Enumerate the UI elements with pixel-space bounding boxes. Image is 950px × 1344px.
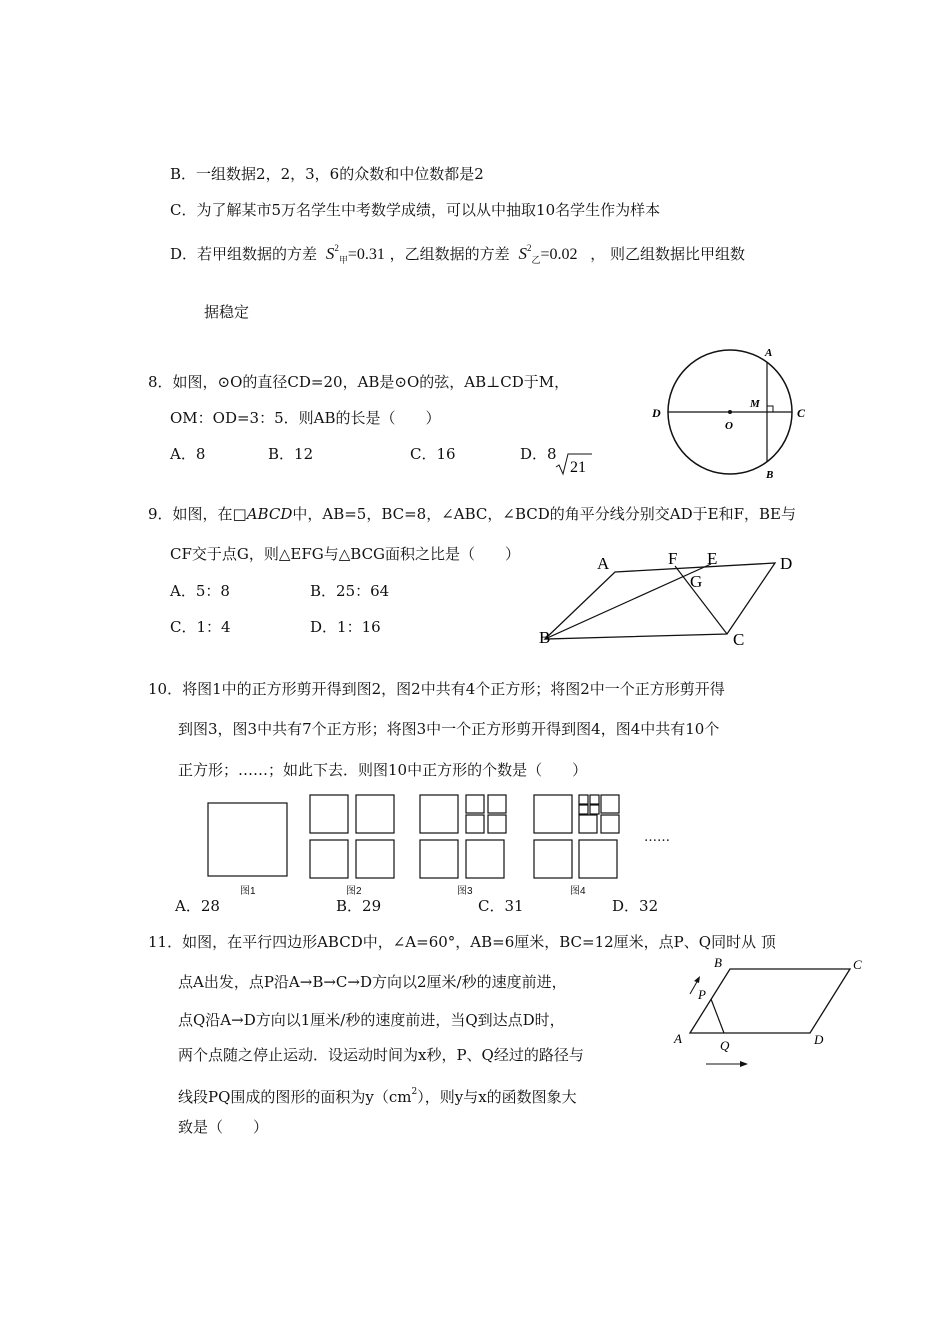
label-c: C xyxy=(733,630,745,649)
fig4-square xyxy=(601,815,619,833)
label-d: D xyxy=(780,554,793,573)
fig2-square xyxy=(356,840,394,878)
arrow-up-head xyxy=(694,976,700,983)
label-o: O xyxy=(725,420,733,432)
q8-option-a: A．8 xyxy=(170,445,206,463)
label-b: B xyxy=(539,628,551,647)
q8-option-c: C．16 xyxy=(410,445,456,463)
q7-option-d-continued: 据稳定 xyxy=(204,303,250,321)
label-m: M xyxy=(750,398,760,410)
q10-option-d: D．32 xyxy=(612,897,659,915)
fig4-square xyxy=(534,795,572,833)
fig3-square xyxy=(420,795,458,833)
caption-fig1: 图1 xyxy=(240,886,256,897)
q10-ellipsis: …… xyxy=(644,830,670,845)
label-b: B xyxy=(766,469,774,481)
fig4-square xyxy=(590,795,599,804)
fig3-square xyxy=(488,815,506,833)
fig2-square xyxy=(356,795,394,833)
label-e: E xyxy=(707,549,718,568)
label-d: D xyxy=(814,1032,824,1047)
fig4-square xyxy=(590,805,599,814)
label-f: F xyxy=(668,549,678,568)
q10-stem-line2: 到图3，图3中共有7个正方形；将图3中一个正方形剪开得到图4，图4中共有10个 xyxy=(178,720,720,738)
q9-option-c: C．1：4 xyxy=(170,618,231,636)
fig2-square xyxy=(310,795,348,833)
fig4-square xyxy=(534,840,572,878)
q11-stem-line1: 11．如图，在平行四边形ABCD中，∠A=60°，AB=6厘米，BC=12厘米，点P、Q同时从 顶 xyxy=(148,933,776,951)
fig1-square xyxy=(208,803,287,876)
q7-option-d-prefix: D．若甲组数据的方差 xyxy=(170,245,318,263)
right-angle-mark xyxy=(767,406,773,412)
label-a: A xyxy=(674,1031,682,1046)
fig3-square xyxy=(488,795,506,813)
q10-squares-figure xyxy=(205,792,685,882)
q10-option-c: C．31 xyxy=(478,897,524,915)
label-c: C xyxy=(797,406,806,420)
q7-option-d xyxy=(170,238,745,270)
variance-jia: $S^2_甲=0.31$ xyxy=(325,243,385,265)
q11-stem-line5: 线段PQ围成的图形的面积为$y(cm^2)$，则y与x的函数图象大 xyxy=(178,1087,577,1106)
label-a: A xyxy=(597,554,610,573)
q11-stem-line3: 点Q沿A→D方向以1厘米/秒的速度前进，当Q到达点D时， xyxy=(178,1011,565,1029)
q7-option-b: B．一组数据2，2，3，6的众数和中位数都是2 xyxy=(170,165,484,183)
q9-option-d: D．1：16 xyxy=(310,618,381,636)
q11-parallelogram-figure xyxy=(668,950,878,1075)
q10-stem-line3: 正方形；……；如此下去．则图10中正方形的个数是（ ） xyxy=(178,761,588,779)
q9-parallelogram-figure xyxy=(535,550,805,650)
caption-fig3: 图3 xyxy=(457,886,473,897)
caption-fig2: 图2 xyxy=(346,886,362,897)
parallelogram-abcd: □ABCD xyxy=(232,505,293,523)
parallelogram-abcd-shape xyxy=(690,969,850,1033)
fig4-square xyxy=(579,805,588,814)
center-o-dot xyxy=(728,410,732,414)
q9-option-b: B．25：64 xyxy=(310,582,390,600)
q7-option-d-suffix: ， 则乙组数据比甲组数 xyxy=(590,245,746,263)
fig4-square xyxy=(601,795,619,813)
fig4-square xyxy=(579,840,617,878)
sqrt-21 xyxy=(554,452,594,478)
parallelogram-abcd-shape xyxy=(545,563,775,639)
label-d: D xyxy=(652,406,661,420)
q8-option-b: B．12 xyxy=(268,445,314,463)
label-g: G xyxy=(690,572,703,591)
segment-pq xyxy=(711,999,724,1033)
q8-option-d: D．8 xyxy=(520,445,557,463)
q11-stem-line2: 点A出发，点P沿A→B→C→D方向以2厘米/秒的速度前进， xyxy=(178,973,567,991)
fig3-square xyxy=(420,840,458,878)
fig3-square xyxy=(466,815,484,833)
q10-stem-line1: 10．将图1中的正方形剪开得到图2，图2中共有4个正方形；将图2中一个正方形剪开得 xyxy=(148,680,725,698)
caption-fig4: 图4 xyxy=(570,886,586,897)
q11-stem-line6: 致是（ ） xyxy=(178,1118,269,1136)
q7-option-c: C．为了解某市5万名学生中考数学成绩，可以从中抽取10名学生作为样本 xyxy=(170,201,661,219)
fig4-square xyxy=(579,815,597,833)
q7-option-d-mid: ，乙组数据的方差 xyxy=(389,245,510,263)
q8-stem-line1: 8．如图，⊙O的直径CD=20，AB是⊙O的弦，AB⊥CD于M， xyxy=(148,373,570,391)
variance-yi: $S^2_乙=0.02$ xyxy=(518,243,578,265)
q9-stem-line1: 9．如图，在□ABCD中，AB=5，BC=8，∠ABC，∠BCD的角平分线分别交AD于E和F，BE与 xyxy=(148,505,796,523)
sqrt-radicand: 21 xyxy=(570,459,586,476)
fig4-square xyxy=(579,795,588,804)
q8-circle-figure xyxy=(650,340,810,490)
q10-option-a: A．28 xyxy=(175,897,220,915)
fig2-square xyxy=(310,840,348,878)
label-a: A xyxy=(765,347,773,359)
label-p: P xyxy=(698,987,706,1002)
arrow-right-head xyxy=(740,1061,748,1067)
fig3-square xyxy=(466,795,484,813)
bisector-be xyxy=(545,564,711,639)
fig3-square xyxy=(466,840,504,878)
q9-option-a: A．5：8 xyxy=(170,582,230,600)
q9-stem-line2: CF交于点G，则△EFG与△BCG面积之比是（ ） xyxy=(170,545,521,563)
label-b: B xyxy=(714,955,722,970)
label-c: C xyxy=(853,957,862,972)
label-q: Q xyxy=(720,1038,730,1053)
q10-option-b: B．29 xyxy=(336,897,382,915)
q8-stem-line2: OM：OD=3：5．则AB的长是（ ） xyxy=(170,409,441,427)
q11-stem-line4: 两个点随之停止运动．设运动时间为x秒，P、Q经过的路径与 xyxy=(178,1046,584,1064)
